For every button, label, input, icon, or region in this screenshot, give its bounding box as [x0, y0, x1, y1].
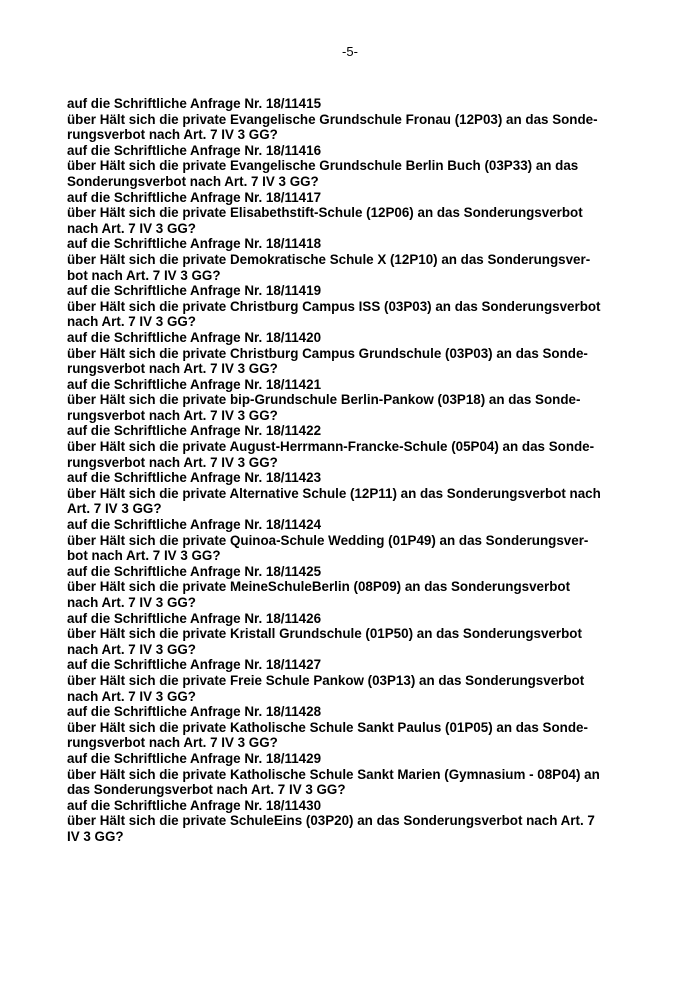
- text-line: auf die Schriftliche Anfrage Nr. 18/11428: [67, 704, 322, 720]
- text-line: bot nach Art. 7 IV 3 GG?: [67, 548, 221, 564]
- text-line: auf die Schriftliche Anfrage Nr. 18/11429: [67, 750, 322, 766]
- text-line: über Hält sich die private MeineSchuleBerlin (08P09) an das Sonderungsverbot: [67, 579, 571, 595]
- text-line: IV 3 GG?: [67, 828, 124, 844]
- text-line: rungsverbot nach Art. 7 IV 3 GG?: [67, 407, 278, 423]
- text-line: über Hält sich die private Kristall Grundschule (01P50) an das Sonderungsverbot: [67, 626, 582, 642]
- text-line: über Hält sich die private Demokratische Schule X (12P10) an das Sonderungsver-: [67, 251, 591, 267]
- text-line: auf die Schriftliche Anfrage Nr. 18/11430: [67, 797, 322, 813]
- text-line: über Hält sich die private bip-Grundschule Berlin-Pankow (03P18) an das Sonde-: [67, 392, 581, 408]
- text-line: über Hält sich die private Alternative Schule (12P11) an das Sonderungsverbot nach: [67, 485, 601, 501]
- text-line: auf die Schriftliche Anfrage Nr. 18/11426: [67, 610, 322, 626]
- inquiry-list: [67, 96, 647, 845]
- page-number: -5-: [342, 44, 358, 59]
- text-line: nach Art. 7 IV 3 GG?: [67, 688, 196, 704]
- text-line: über Hält sich die private SchuleEins (03P20) an das Sonderungsverbot nach Art. 7: [67, 813, 595, 829]
- text-line: auf die Schriftliche Anfrage Nr. 18/11419: [67, 283, 322, 299]
- text-line: nach Art. 7 IV 3 GG?: [67, 314, 196, 330]
- text-line: auf die Schriftliche Anfrage Nr. 18/11425: [67, 563, 322, 579]
- text-line: über Hält sich die private August-Herrmann-Francke-Schule (05P04) an das Sonde-: [67, 439, 595, 455]
- text-line: nach Art. 7 IV 3 GG?: [67, 641, 196, 657]
- text-line: Art. 7 IV 3 GG?: [67, 501, 162, 517]
- text-line: auf die Schriftliche Anfrage Nr. 18/11418: [67, 236, 322, 252]
- text-line: über Hält sich die private Katholische Schule Sankt Marien (Gymnasium - 08P04) an: [67, 766, 600, 782]
- text-line: über Hält sich die private Elisabethstift-Schule (12P06) an das Sonderungsverbot: [67, 205, 583, 221]
- text-line: Sonderungsverbot nach Art. 7 IV 3 GG?: [67, 173, 319, 189]
- text-line: das Sonderungsverbot nach Art. 7 IV 3 GG?: [67, 782, 346, 798]
- text-line: rungsverbot nach Art. 7 IV 3 GG?: [67, 735, 278, 751]
- text-line: auf die Schriftliche Anfrage Nr. 18/11424: [67, 517, 322, 533]
- text-line: rungsverbot nach Art. 7 IV 3 GG?: [67, 454, 278, 470]
- text-line: über Hält sich die private Quinoa-Schule Wedding (01P49) an das Sonderungsver-: [67, 532, 589, 548]
- text-line: nach Art. 7 IV 3 GG?: [67, 220, 196, 236]
- text-line: auf die Schriftliche Anfrage Nr. 18/11422: [67, 423, 322, 439]
- text-line: auf die Schriftliche Anfrage Nr. 18/11427: [67, 657, 322, 673]
- text-line: auf die Schriftliche Anfrage Nr. 18/11417: [67, 189, 322, 205]
- text-line: über Hält sich die private Christburg Campus Grundschule (03P03) an das Sonde-: [67, 345, 588, 361]
- text-line: auf die Schriftliche Anfrage Nr. 18/11415: [67, 96, 322, 111]
- text-line: über Hält sich die private Evangelische Grundschule Fronau (12P03) an das Sonde-: [67, 111, 598, 127]
- text-line: über Hält sich die private Freie Schule Pankow (03P13) an das Sonderungsverbot: [67, 672, 585, 688]
- text-line: auf die Schriftliche Anfrage Nr. 18/11421: [67, 376, 322, 392]
- text-line: rungsverbot nach Art. 7 IV 3 GG?: [67, 127, 278, 143]
- text-line: auf die Schriftliche Anfrage Nr. 18/11416: [67, 142, 322, 158]
- text-line: über Hält sich die private Christburg Campus ISS (03P03) an das Sonderungsverbot: [67, 298, 601, 314]
- text-line: auf die Schriftliche Anfrage Nr. 18/11420: [67, 329, 322, 345]
- text-line: rungsverbot nach Art. 7 IV 3 GG?: [67, 361, 278, 377]
- text-line: auf die Schriftliche Anfrage Nr. 18/11423: [67, 470, 322, 486]
- text-line: über Hält sich die private Evangelische Grundschule Berlin Buch (03P33) an das: [67, 158, 579, 174]
- text-line: nach Art. 7 IV 3 GG?: [67, 595, 196, 610]
- text-line: bot nach Art. 7 IV 3 GG?: [67, 267, 221, 283]
- text-line: über Hält sich die private Katholische Schule Sankt Paulus (01P05) an das Sonde-: [67, 719, 588, 735]
